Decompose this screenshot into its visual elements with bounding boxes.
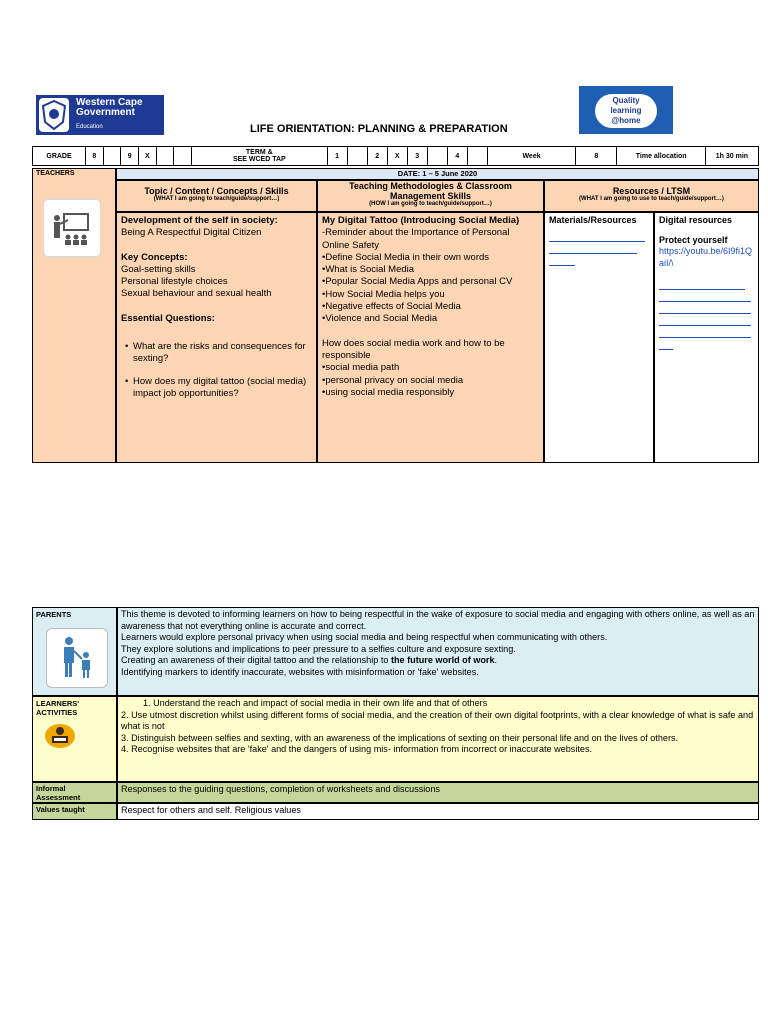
date-text: DATE: 1 – 5 June 2020 xyxy=(397,169,478,178)
col2-title-1: Teaching Methodologies & Classroom xyxy=(349,181,512,191)
wcg-logo xyxy=(36,95,164,135)
topic-cell: Development of the self in society: Being A Respectful Digital Citizen Key Concepts: Goal-setting skills Personal lifestyle choices Sexual behaviour and sexual health Essential Questions: • What are the risks and consequences for sexting? • How does my digital tattoo (social media) impact job opportunities? xyxy=(116,212,317,463)
page-title: LIFE ORIENTATION: PLANNING & PREPARATION xyxy=(250,123,508,135)
col2-header xyxy=(317,180,544,212)
parents-text-cell xyxy=(117,607,759,696)
materials-link-line[interactable] xyxy=(549,265,575,266)
learners-label-1: LEARNERS' xyxy=(36,699,80,708)
qlah-line3: @home xyxy=(611,116,641,125)
method-bullet: • using social media responsibly xyxy=(322,387,539,399)
grade-label: GRADE xyxy=(33,147,86,166)
activity-item: 2. Use utmost discretion whilst using different forms of social media, and the creation of their own digital footprints, with a clear knowledge of what is safe and what is not xyxy=(121,709,754,731)
col2-title-2: Management Skills xyxy=(389,191,472,201)
learners-text-cell xyxy=(117,696,759,782)
term-3: 3 xyxy=(407,147,427,166)
method-bullet: • Popular Social Media Apps and personal CV xyxy=(322,276,539,288)
informal-text-cell xyxy=(117,782,759,803)
parents-text: Learners would explore personal privacy when using social media and being respectful when communicating with others. xyxy=(121,632,608,642)
activity-item: 4. Recognise websites that are 'fake' and the dangers of using mis- information from incorrect or inaccurate websites. xyxy=(121,744,593,754)
col3-title: Resources / LTSM xyxy=(612,186,691,196)
logo-line1: Western Cape xyxy=(76,97,143,108)
cape-crest-icon xyxy=(39,98,69,132)
teachers-panel xyxy=(32,168,116,463)
eq-item: How does my digital tattoo (social media) impact job opportunities? xyxy=(133,375,307,399)
teacher-presentation-icon xyxy=(43,199,101,257)
parents-label: PARENTS xyxy=(36,610,72,619)
method-heading: My Digital Tattoo (Introducing Social Media) xyxy=(322,215,520,226)
time-label: Time allocation xyxy=(617,147,705,166)
date-bar xyxy=(116,168,759,180)
col1-title: Topic / Content / Concepts / Skills xyxy=(144,186,289,196)
term-1: 1 xyxy=(327,147,347,166)
digital-cell xyxy=(654,212,759,463)
logo-line3: Education xyxy=(76,124,103,130)
method-bullet: • Violence and Social Media xyxy=(322,313,539,325)
informal-text: Responses to the guiding questions, completion of worksheets and discussions xyxy=(121,784,440,794)
topic-heading: Development of the self in society: xyxy=(121,215,278,226)
method-question: How does social media work and how to be responsible xyxy=(322,337,505,361)
parents-label-cell xyxy=(32,607,117,696)
quality-learning-logo xyxy=(579,86,673,134)
informal-label-2: Assessment xyxy=(36,793,81,802)
term-label-2: SEE WCED TAP xyxy=(232,156,286,163)
week-value: 8 xyxy=(576,147,617,166)
grade-8: 8 xyxy=(86,147,104,166)
topic-sub: Being A Respectful Digital Citizen xyxy=(121,227,262,239)
qlah-line2: learning xyxy=(610,106,642,115)
week-label: Week xyxy=(487,147,575,166)
protect-label: Protect yourself xyxy=(659,235,728,245)
digital-link-line[interactable] xyxy=(659,349,673,350)
term-4: 4 xyxy=(447,147,467,166)
teachers-label: TEACHERS xyxy=(36,170,75,177)
method-bullet: • Negative effects of Social Media xyxy=(322,301,539,313)
parents-text: They explore solutions and implications to peer pressure to a selfies culture and exposure sexting. xyxy=(121,643,516,654)
eq-heading: Essential Questions: xyxy=(121,312,215,324)
parents-text-bold: the future world of work xyxy=(390,655,495,665)
learners-label-cell xyxy=(32,696,117,782)
values-text: Respect for others and self. Religious values xyxy=(121,805,301,815)
term-2-mark: X xyxy=(387,147,407,166)
digital-label: Digital resources xyxy=(659,215,733,225)
parents-text: Creating an awareness of their digital tattoo and the relationship to xyxy=(121,655,391,665)
learner-computer-icon xyxy=(43,723,77,749)
method-bullet: • Define Social Media in their own words xyxy=(322,252,539,264)
col2-sub: (HOW I am going to teach/guide/support…) xyxy=(369,201,492,207)
values-label-cell xyxy=(32,803,117,820)
term-2: 2 xyxy=(367,147,387,166)
eq-item: What are the risks and consequences for sexting? xyxy=(133,341,306,365)
term-label-1: TERM & xyxy=(245,149,273,156)
method-cell xyxy=(317,212,544,463)
logo-line2: Government xyxy=(76,107,135,118)
method-bullet: • personal privacy on social media xyxy=(322,375,539,387)
qlah-line1: Quality xyxy=(612,96,640,105)
method-bullet: • What is Social Media xyxy=(322,264,539,276)
activity-item: 1. Understand the reach and impact of social media in their own life and that of others xyxy=(143,698,488,708)
key-item: Personal lifestyle choices xyxy=(121,276,228,288)
learners-label-2: ACTIVITIES xyxy=(36,708,78,717)
key-heading: Key Concepts: xyxy=(121,251,188,263)
col1-header xyxy=(116,180,317,212)
values-label: Values taught xyxy=(36,805,85,814)
informal-label-1: Informal xyxy=(36,784,66,793)
informal-label-cell xyxy=(32,782,117,803)
grade-9: 9 xyxy=(121,147,139,166)
activity-item: 3. Distinguish between selfies and sexting, with an awareness of the implications of sexting on their personal life and on the lives of others. xyxy=(121,732,679,743)
method-bullet: • social media path xyxy=(322,362,539,374)
grade-row xyxy=(32,146,759,166)
col3-sub: (WHAT I am going to use to teach/guide/support…) xyxy=(579,196,724,202)
method-bullet: • How Social Media helps you xyxy=(322,289,539,301)
col1-sub: (WHAT I am going to teach/guide/support…) xyxy=(153,196,280,202)
parents-text: . xyxy=(494,655,498,665)
key-item: Sexual behaviour and sexual health xyxy=(121,288,272,300)
video-link[interactable]: https://youtu.be/6I9fi1QaiI/\ xyxy=(659,246,753,268)
parents-text: Identifying markers to identify inaccurate, websites with misinformation or 'fake' websites. xyxy=(121,666,479,677)
method-intro: -Reminder about the Importance of Personal Online Safety xyxy=(322,227,510,251)
materials-cell xyxy=(544,212,654,463)
time-value: 1h 30 min xyxy=(705,147,758,166)
values-text-cell xyxy=(117,803,759,820)
grade-9-mark: X xyxy=(139,147,157,166)
key-item: Goal-setting skills xyxy=(121,263,196,275)
parent-child-icon xyxy=(46,628,108,688)
materials-label: Materials/Resources xyxy=(549,215,637,225)
col3-header xyxy=(544,180,759,212)
parents-text: This theme is devoted to informing learners on how to being respectful in the wake of exposure to social media and engaging with others online, as well as an awareness that not everything online is accurate and correct. xyxy=(121,609,755,631)
